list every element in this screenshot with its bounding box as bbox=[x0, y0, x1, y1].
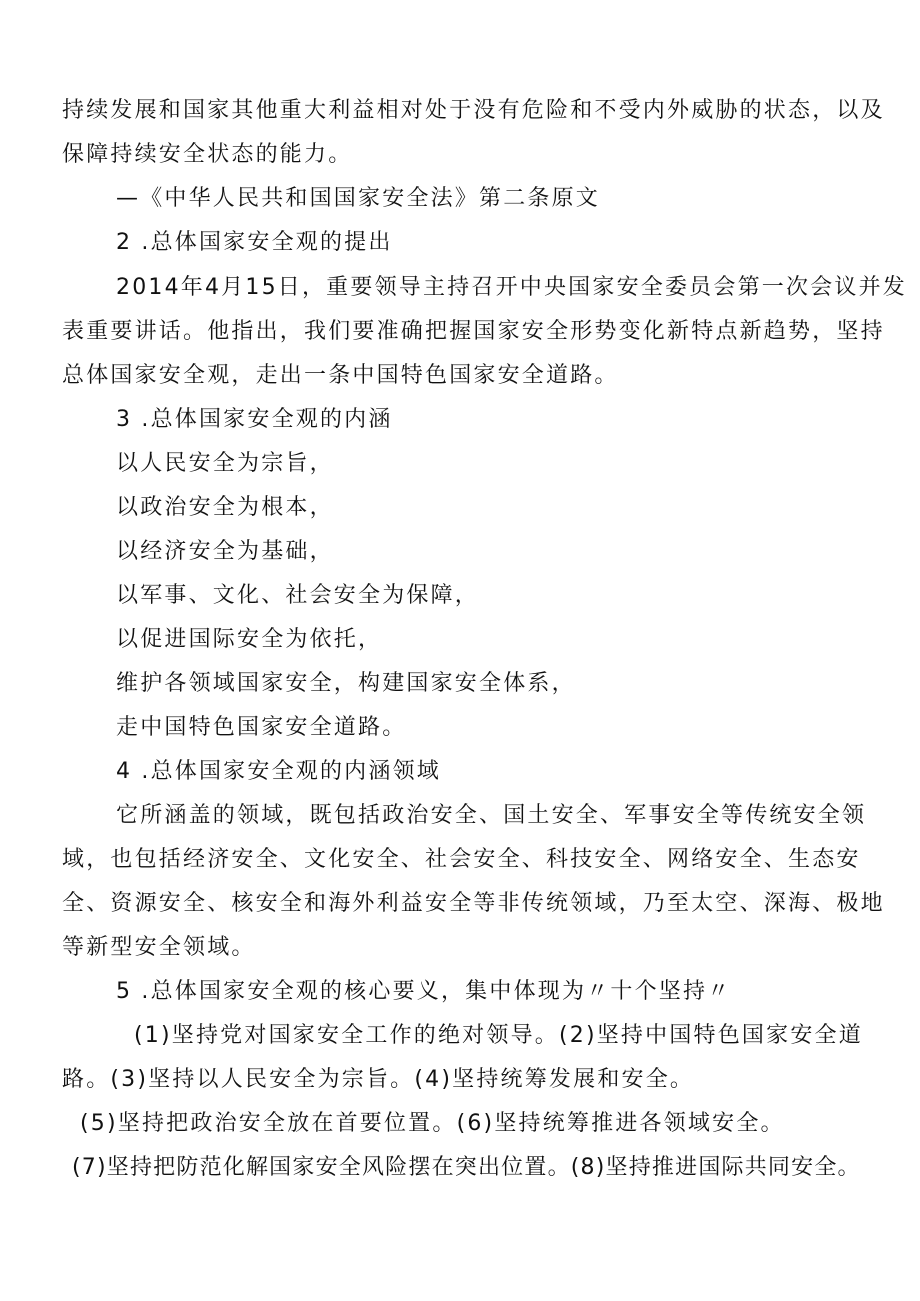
adherence-line-3: (5)坚持把政治安全放在首要位置。(6)坚持统筹推进各领域安全。 bbox=[80, 1111, 785, 1136]
adherence-line-1: (1)坚持党对国家安全工作的绝对领导。(2)坚持中国特色国家安全道 bbox=[134, 1023, 863, 1048]
section-2-line-2: 表重要讲话。他指出，我们要准确把握国家安全形势变化新特点新趋势，坚持 bbox=[62, 319, 885, 344]
section-2-line-1: 2014年4月15日，重要领导主持召开中央国家安全委员会第一次会议并发 bbox=[116, 275, 907, 300]
connotation-item-1: 以人民安全为宗旨， bbox=[116, 451, 334, 476]
section-heading-3: 3 .总体国家安全观的内涵 bbox=[116, 407, 393, 432]
connotation-item-5: 以促进国际安全为依托， bbox=[116, 627, 383, 652]
connotation-item-4: 以军事、文化、社会安全为保障， bbox=[116, 583, 480, 608]
section-2-line-3: 总体国家安全观，走出一条中国特色国家安全道路。 bbox=[62, 363, 619, 388]
section-heading-5: 5 .总体国家安全观的核心要义，集中体现为〃十个坚持〃 bbox=[116, 979, 732, 1004]
quote-source: —《中华人民共和国国家安全法》第二条原文 bbox=[116, 186, 601, 211]
connotation-item-3: 以经济安全为基础， bbox=[116, 539, 334, 564]
adherence-line-2: 路。(3)坚持以人民安全为宗旨。(4)坚持统筹发展和安全。 bbox=[62, 1067, 695, 1092]
section-heading-2: 2 .总体国家安全观的提出 bbox=[116, 230, 393, 255]
adherence-line-4: (7)坚持把防范化解国家安全风险摆在突出位置。(8)坚持推进国际共同安全。 bbox=[72, 1155, 861, 1180]
connotation-item-7: 走中国特色国家安全道路。 bbox=[116, 715, 407, 740]
section-4-line-4: 等新型安全领域。 bbox=[62, 935, 256, 960]
definition-line-2: 保障持续安全状态的能力。 bbox=[62, 142, 353, 167]
connotation-item-2: 以政治安全为根本， bbox=[116, 495, 334, 520]
section-4-line-2: 域，也包括经济安全、文化安全、社会安全、科技安全、网络安全、生态安 bbox=[62, 847, 861, 872]
section-4-line-3: 全、资源安全、核安全和海外利益安全等非传统领域，乃至太空、深海、极地 bbox=[62, 891, 885, 916]
definition-line-1: 持续发展和国家其他重大利益相对处于没有危险和不受内外威胁的状态，以及 bbox=[62, 98, 885, 123]
section-heading-4: 4 .总体国家安全观的内涵领域 bbox=[116, 759, 441, 784]
section-4-line-1: 它所涵盖的领域，既包括政治安全、国土安全、军事安全等传统安全领 bbox=[116, 803, 867, 828]
connotation-item-6: 维护各领域国家安全，构建国家安全体系， bbox=[116, 671, 576, 696]
